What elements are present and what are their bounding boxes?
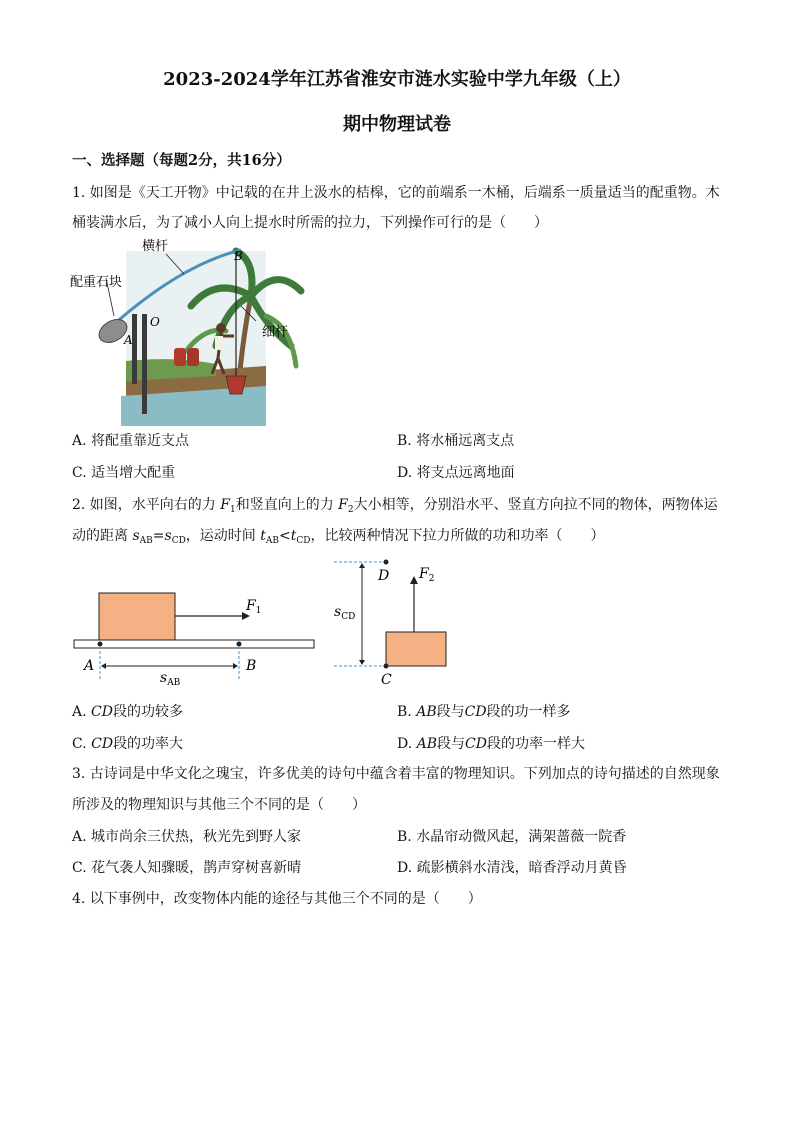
q2-option-c: C. CD段的功率大 [72,736,184,752]
q2-stem-line1: 2. 如图，水平向右的力 $F_1$和竖直向上的力 $F_2$大小相等，分别沿水平、竖直方向拉不同的物体，两物体运 [72,497,718,515]
block-cd [386,632,446,666]
sab-arrow-right [233,663,238,669]
arrow-f2-head [410,576,418,584]
q3-option-a: A. 城市尚余三伏热，秋光先到野人家 [72,829,302,845]
block-ab [99,593,175,640]
point-d [384,560,389,565]
q3-stem-line1: 3. 古诗词是中华文化之瑰宝，许多优美的诗句中蕴含着丰富的物理知识。下列加点的诗句描述的自然现象 [72,766,720,782]
label-f2: $F_2$ [419,566,435,584]
q1-stem-line2: 桶装满水后，为了减小人向上提水时所需的拉力，下列操作可行的是（ ） [72,215,548,231]
label-A: A [124,333,133,347]
q3-option-d: D. 疏影横斜水清浅，暗香浮动月黄昏 [397,860,627,876]
fulcrum-post-2 [132,314,137,384]
sab-arrow-left [101,663,106,669]
fulcrum-post [142,314,147,414]
bucket [226,376,246,394]
track [74,640,314,648]
section-heading: 一、选择题（每题2分，共16分） [72,152,291,169]
page-title: 2023-2024学年江苏省淮安市涟水实验中学九年级（上） [163,69,631,90]
point-b [237,642,242,647]
q2-figure-horizontal [70,588,320,688]
scd-arrow-up [359,563,365,568]
label-a: A [84,658,95,674]
label-f1: $F_1$ [246,598,262,616]
q1-option-a: A. 将配重靠近支点 [72,433,190,449]
q1-option-b: B. 将水桶远离支点 [397,433,515,449]
q2-stem-line2: 动的距离 $s_{AB}=s_{CD}$，运动时间 $t_{AB}<t_{CD}$，比较两种情况下拉力所做的功和功率（ ） [72,528,605,546]
jar-2 [187,348,199,366]
q1-option-d: D. 将支点远离地面 [397,465,515,481]
jar-1 [174,348,186,366]
label-d: D [378,568,390,584]
q1-stem-line1: 1. 如图是《天工开物》中记载的在井上汲水的桔槔，它的前端系一木桶，后端系一质量适当的配重物。木 [72,185,720,201]
label-scd: $s_{CD}$ [334,604,356,622]
label-c: C [381,672,392,688]
q3-option-c: C. 花气袭人知骤暖，鹊声穿树喜新晴 [72,860,302,876]
q1-figure-jiegao [66,236,316,428]
page-subtitle: 期中物理试卷 [343,114,451,135]
point-a [98,642,103,647]
point-c [384,664,389,669]
label-b: B [246,658,257,674]
person-head [216,323,226,333]
q2-option-d: D. AB段与CD段的功率一样大 [397,736,585,752]
q2-option-b: B. AB段与CD段的功一样多 [397,704,571,720]
label-O: O [150,315,160,329]
q2-figure-vertical [330,556,460,690]
label-xi: 细杆 [262,325,289,340]
label-B: B [234,249,243,263]
q3-option-b: B. 水晶帘动微风起，满架蔷薇一院香 [397,829,627,845]
label-heng: 横杆 [142,239,169,254]
q3-stem-line2: 所涉及的物理知识与其他三个不同的是（ ） [72,797,366,813]
person-shirt [215,336,223,350]
q2-option-a: A. CD段的功较多 [72,704,183,720]
label-pei: 配重石块 [70,275,123,290]
q1-option-c: C. 适当增大配重 [72,465,176,481]
label-sab: $s_{AB}$ [160,670,181,688]
q4-stem-line1: 4. 以下事例中，改变物体内能的途径与其他三个不同的是（ ） [72,891,482,907]
scd-arrow-down [359,660,365,665]
